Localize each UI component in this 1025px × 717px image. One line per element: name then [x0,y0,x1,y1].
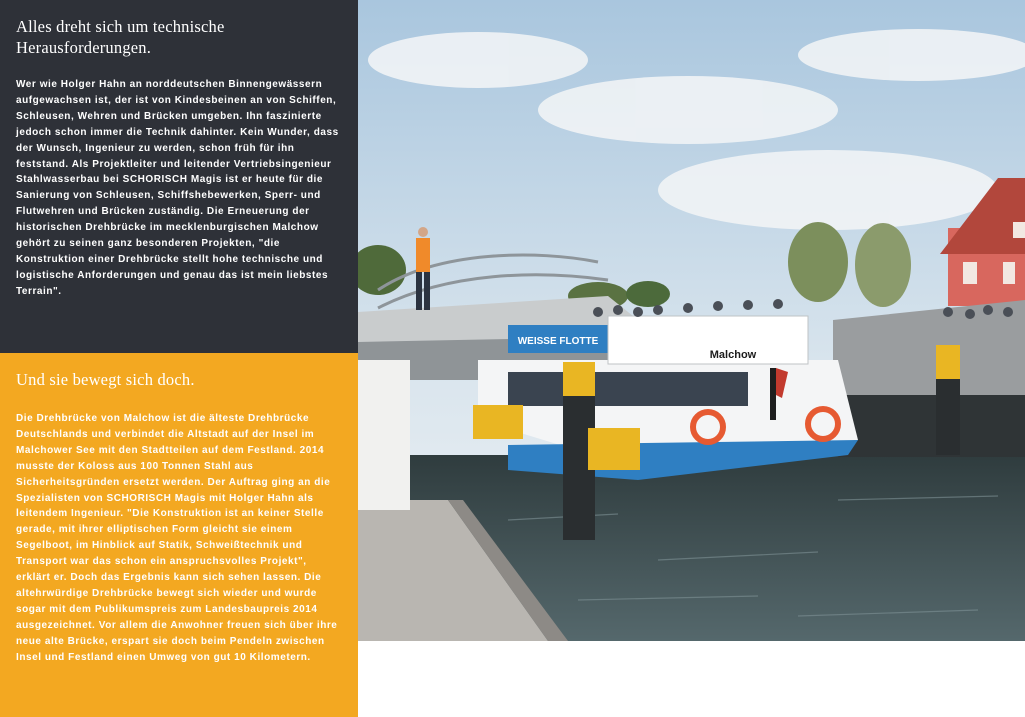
tour-boat [478,316,858,480]
intro-text: Wer wie Holger Hahn an norddeutschen Binnengewässern aufgewachsen ist, der ist von Kindesbeinen an von Schiffen, Schleusen, Wehren und Brücken umgeben. Ihn faszinierte jedoch schon immer die Technik dahinter. Kein Wunder, dass der Wunsch, Ingenieur zu werden, schon früh für ihn feststand. Als Projektleiter und leitender Vertriebsingenieur Stahlwasserbau bei SCHORISCH Magis ist er heute für die Sanierung von Schleusen, Schiffshebewerken, Sperr- und Flutwehren und Brücken zuständig. Die Erneuerung der historischen Drehbrücke im mecklenburgischen Malchow gehört zu seinen ganz besonderen Projekten, "die Konstruktion einer Drehbrücke stellt hohe technische und logistische Anforderungen und genau das ist mein liebstes Terrain". [16,79,339,297]
bridge-photo [358,0,1025,641]
white-wall [358,360,410,510]
intro-heading: Alles dreht sich um technische Herausforderungen. [16,17,225,57]
boat-name: Malchow [709,349,757,361]
bridge-heading: Und sie bewegt sich doch. [16,370,195,389]
intro-panel [0,0,358,353]
bridge-text: Die Drehbrücke von Malchow ist die älteste Drehbrücke Deutschlands und verbindet die Altstadt auf der Insel im Malchower See mit den Stadtteilen auf dem Festland. 2014 musste der Koloss aus 100 Tonnen Stahl aus Sicherheitsgründen ersetzt werden. Der Auftrag ging an die Spezialisten von SCHORISCH Magis mit Holger Hahn als leitendem Ingenieur. "Die Konstruktion ist an keiner Stelle gerade, mit ihrer elliptischen Form gleicht sie einem Segelboot, im Hinblick auf Statik, Schweißtechnik und Transport war das schon ein anspruchsvolles Projekt", erklärt er. Doch das Ergebnis kann sich sehen lassen. Die altehrwürdige Drehbrücke bewegt sich wieder und wurde sogar mit dem Publikumspreis zum Landesbaupreis 2014 ausgezeichnet. Vor allem die Anwohner freuen sich über ihre neue alte Brücke, erspart sie doch beim Pendeln zwischen Insel und Festland einen Umweg von gut 10 Kilometern. [16,413,338,663]
far-quay-dark [838,395,1025,457]
bridge-panel [0,353,358,717]
boat-banner: WEISSE FLOTTE [517,336,599,347]
